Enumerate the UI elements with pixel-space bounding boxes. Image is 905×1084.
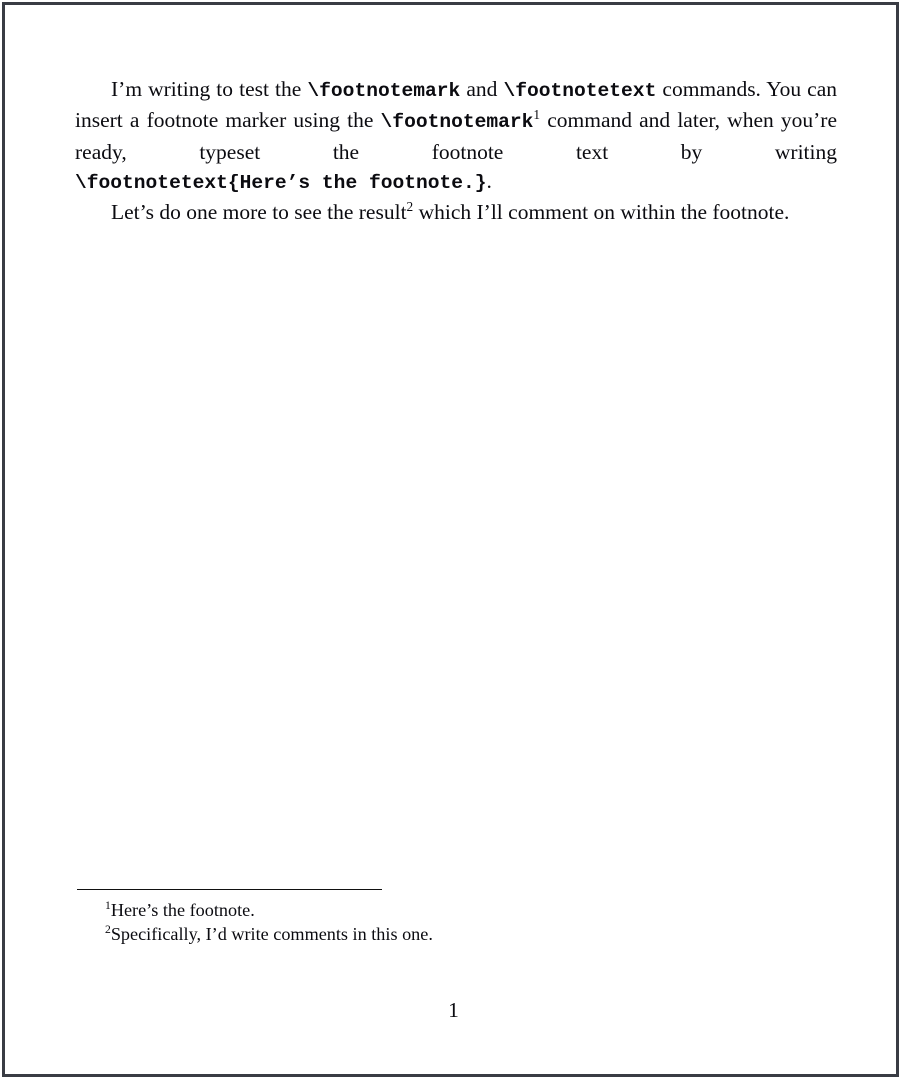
body-text-block	[75, 75, 837, 227]
footnote-entry-marker: 2	[105, 922, 111, 936]
footnote-area	[75, 889, 837, 946]
paragraph-1	[75, 75, 837, 198]
footnote-entry-marker: 1	[105, 898, 111, 912]
footnote-entry-text: Specifically, I’d write comments in this one.	[110, 924, 433, 944]
footnote-entry-text: Here’s the footnote.	[110, 900, 255, 920]
code-footnotetext-call: \footnotetext{Here’s the footnote.}	[75, 171, 487, 194]
footnote-separator-rule	[77, 889, 382, 890]
page-number: 1	[448, 998, 459, 1022]
code-footnotetext-1: \footnotetext	[503, 80, 657, 102]
footnote-marker-1[interactable]: 1	[533, 107, 541, 123]
run-text: I’m writing to test the	[111, 77, 308, 101]
footnote-marker-2[interactable]: 2	[406, 199, 414, 215]
run-text: commands. You can insert a footnote marker using the	[75, 77, 838, 133]
footnote-list	[75, 898, 837, 946]
run-text: which I’ll comment on within the footnote.	[413, 200, 790, 225]
code-footnotemark-1: \footnotemark	[307, 80, 461, 102]
footnote-entry-1	[75, 898, 837, 922]
code-footnotemark-2: \footnotemark	[380, 111, 534, 134]
paragraph-2	[75, 198, 837, 227]
run-text: Let’s do one more to see the result	[111, 200, 407, 225]
run-text: and	[460, 77, 504, 101]
page-frame	[2, 2, 899, 1077]
run-text: command and later, when you’re ready, typeset the footnote text by writing	[75, 108, 837, 164]
footnote-entry-2	[75, 922, 837, 946]
document-body	[75, 75, 837, 1015]
run-text: .	[486, 168, 492, 193]
